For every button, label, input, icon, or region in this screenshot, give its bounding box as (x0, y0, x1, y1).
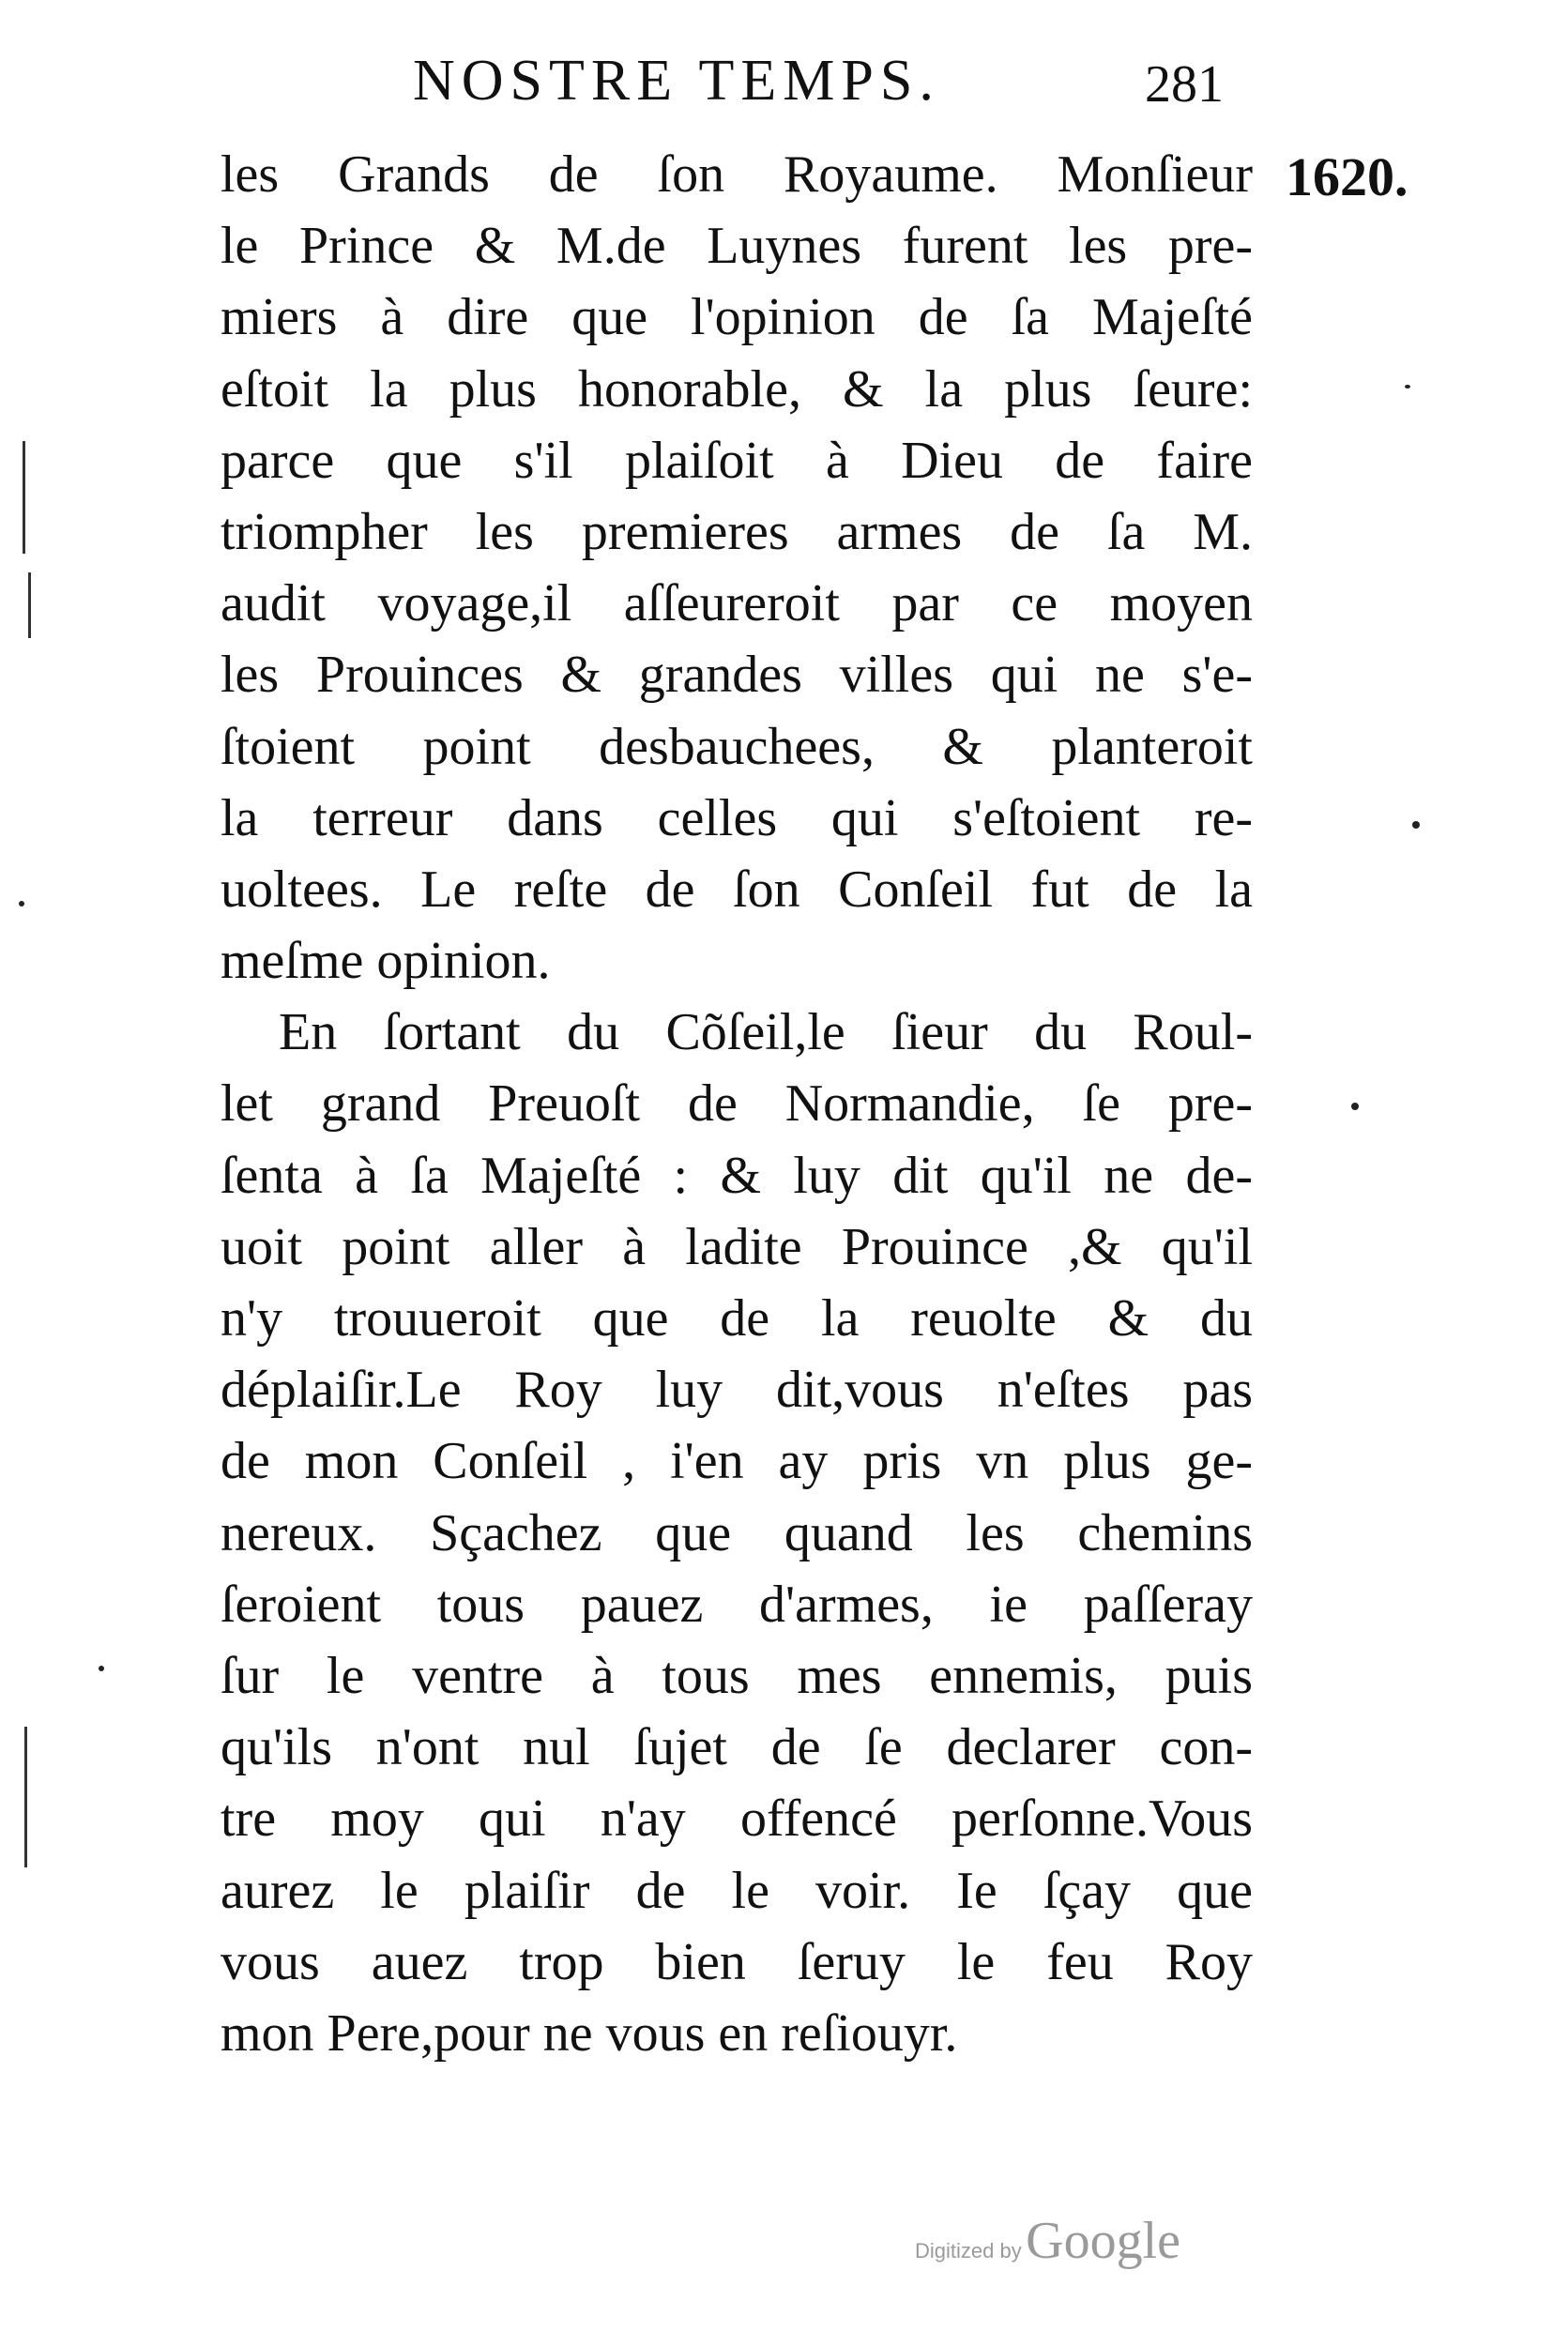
text-line: ſeroient tous pauez d'armes, ie paſſeray (221, 1575, 1253, 1634)
scan-speck (1351, 1103, 1359, 1110)
text-line: le Prince & M.de Luynes furent les pre- (221, 217, 1253, 276)
left-edge-mark (23, 441, 25, 554)
text-line: miers à dire que l'opinion de ſa Majeſté (221, 288, 1253, 347)
text-line: ſtoient point desbauchees, & planteroit (221, 717, 1253, 776)
body-text (221, 139, 1253, 2069)
digitized-watermark (915, 2212, 1181, 2270)
text-line: les Grands de ſon Royaume. Monſieur (221, 145, 1253, 204)
text-line: ſenta à ſa Majeſté : & luy dit qu'il ne de- (221, 1146, 1253, 1205)
text-line: la terreur dans celles qui s'eſtoient re- (221, 788, 1253, 847)
left-edge-mark (24, 1727, 27, 1867)
text-line: n'y trouueroit que de la reuolte & du (221, 1289, 1253, 1348)
text-line: let grand Preuoſt de Normandie, ſe pre- (221, 1074, 1253, 1134)
text-line: de mon Conſeil , i'en ay pris vn plus ge- (221, 1432, 1253, 1491)
text-line: triompher les premieres armes de ſa M. (221, 502, 1253, 561)
text-line: uoltees. Le reſte de ſon Conſeil fut de la (221, 860, 1253, 919)
running-title: NOSTRE TEMPS. (413, 49, 940, 113)
scan-speck (19, 901, 24, 906)
text-line: meſme opinion. (221, 932, 551, 991)
left-edge-mark (28, 572, 31, 638)
text-line: nereux. Sçachez que quand les chemins (221, 1503, 1253, 1562)
page-number: 281 (1145, 55, 1224, 114)
text-line: tre moy qui n'ay offencé perſonne.Vous (221, 1790, 1253, 1849)
text-line: eſtoit la plus honorable, & la plus ſeure: (221, 359, 1253, 419)
scan-speck (1405, 385, 1410, 388)
scan-speck (1412, 821, 1420, 829)
text-line: En ſortant du Cõſeil,le ſieur du Roul- (279, 1003, 1253, 1062)
text-line: audit voyage,il aſſeureroit par ce moyen (221, 574, 1253, 633)
text-line: aurez le plaiſir de le voir. Ie ſçay que (221, 1861, 1253, 1920)
text-line: mon Pere,pour ne vous en reſiouyr. (221, 2003, 958, 2063)
text-line: déplaiſir.Le Roy luy dit,vous n'eſtes pas (221, 1361, 1253, 1420)
text-line: parce que s'il plaiſoit à Dieu de faire (221, 431, 1253, 490)
text-line: les Prouinces & grandes villes qui ne s'e- (221, 646, 1253, 705)
watermark-brand: Google (1026, 2212, 1181, 2270)
scan-speck (99, 1666, 104, 1671)
text-line: uoit point aller à ladite Prouince ,& qu'il (221, 1217, 1253, 1276)
text-line: ſur le ventre à tous mes ennemis, puis (221, 1646, 1253, 1705)
text-line: qu'ils n'ont nul ſujet de ſe declarer con- (221, 1718, 1253, 1777)
text-line: vous auez trop bien ſeruy le feu Roy (221, 1932, 1253, 1991)
margin-year-note: 1620. (1286, 146, 1408, 207)
watermark-prefix: Digitized by (915, 2239, 1022, 2262)
